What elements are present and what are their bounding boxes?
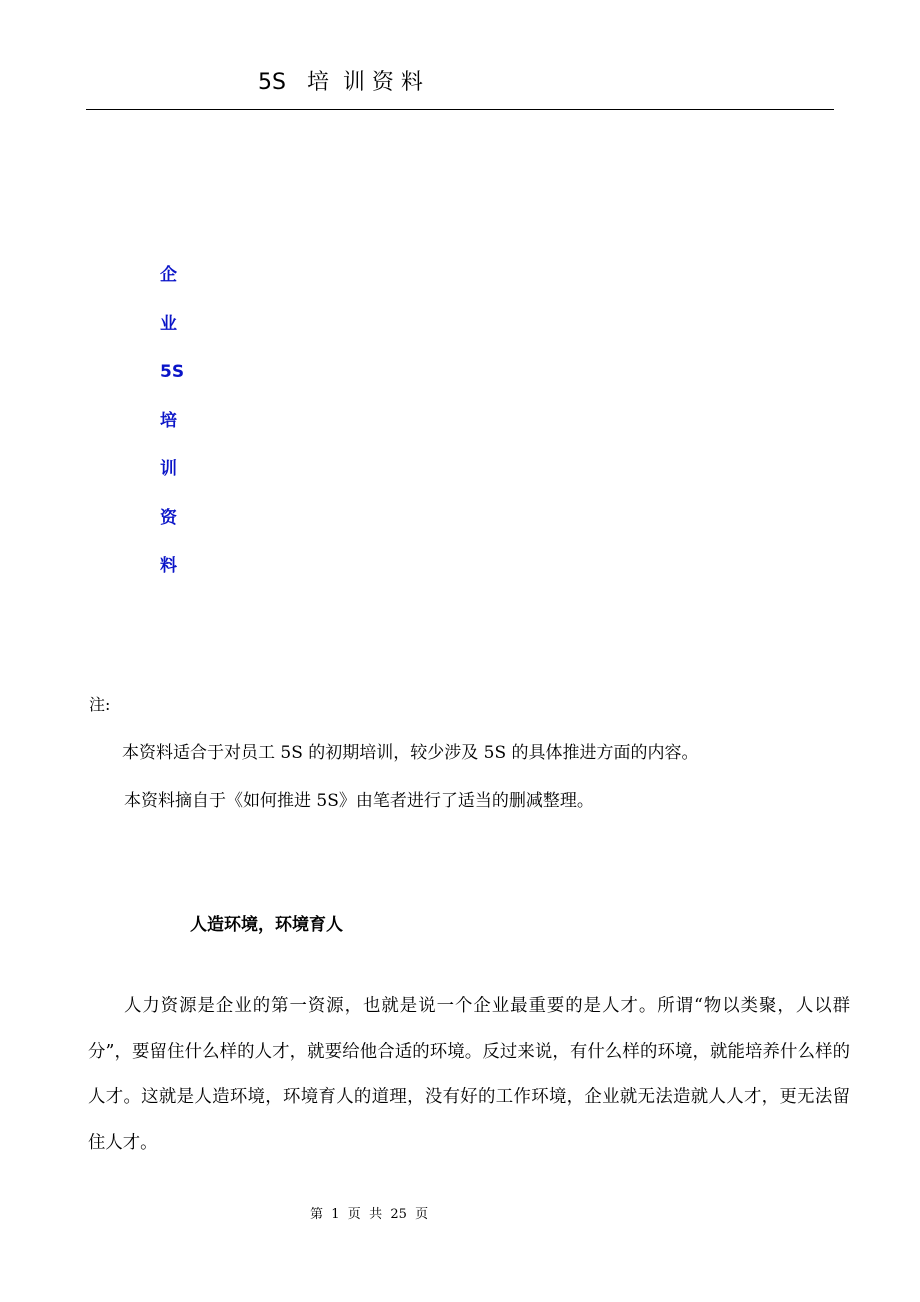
section-heading: 人造环境，环境育人	[190, 915, 343, 935]
note-line: 本资料适合于对员工 5S 的初期培训，较少涉及 5S 的具体推进方面的内容。	[122, 743, 699, 763]
note-line: 本资料摘自于《如何推进 5S》由笔者进行了适当的删减整理。	[124, 791, 594, 811]
vertical-title-char: 资	[160, 507, 177, 528]
vertical-title-char: 训	[160, 459, 177, 479]
vertical-title-char: 企	[160, 265, 177, 285]
vertical-title-char: 业	[160, 313, 177, 334]
vertical-title-char: 料	[160, 556, 177, 576]
page-number-footer: 第 1 页 共 25 页	[310, 1207, 429, 1222]
header-divider	[86, 109, 834, 110]
note-label: 注:	[89, 695, 111, 714]
body-paragraph: 人力资源是企业的第一资源，也就是说一个企业最重要的是人才。所谓“物以类聚，人以群分”，要留住什么样的人才，就要给他合适的环境。反过来说，有什么样的环境，就能培养什么样的人才。这就是人造环境，环境育人的道理，没有好的工作环境，企业就无法造就人人才，更无法留住人才。	[88, 996, 850, 1153]
vertical-title-char: 培	[160, 410, 177, 431]
vertical-title-char: 5S	[160, 362, 185, 382]
cover-vertical-title	[160, 262, 200, 602]
page-header-title: 5S 培 训 资 料	[258, 70, 423, 95]
